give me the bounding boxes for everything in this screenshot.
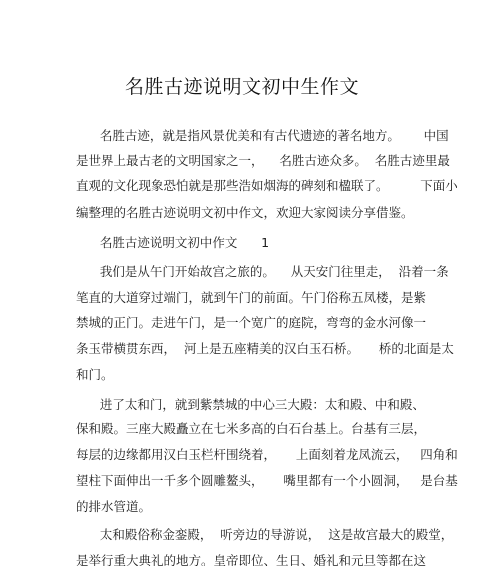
text-line: 名胜古迹，就是指风景优美和有古代遗迹的著名地方。 中国 bbox=[76, 128, 449, 143]
text-line: 望柱下面伸出一千多个圆雕鳌头， 嘴里都有一个小圆洞， 是台基 bbox=[76, 473, 458, 488]
section-heading: 名胜古迹说明文初中作文 1 bbox=[76, 235, 270, 250]
text-line: 保和殿。三座大殿矗立在七米多高的白石台基上。台基有三层， bbox=[76, 421, 427, 436]
text-line: 是举行重大典礼的地方。皇帝即位、生日、婚礼和元旦等都在这 bbox=[76, 553, 427, 566]
text-line: 编整理的名胜古迹说明文初中作文，欢迎大家阅读分享借鉴。 bbox=[76, 205, 414, 220]
text-line: 笔直的大道穿过端门，就到午门的前面。午门俗称五凤楼，是紫 bbox=[76, 290, 427, 305]
text-line: 进了太和门，就到紫禁城的中心三大殿：太和殿、中和殿、 bbox=[76, 397, 425, 412]
text-line: 我们是从午门开始故宫之旅的。 从天安门往里走， 沿着一条 bbox=[76, 264, 449, 279]
text-line: 禁城的正门。走进午门，是一个宽广的庭院，弯弯的金水河像一 bbox=[76, 315, 427, 330]
text-line: 和门。 bbox=[76, 367, 114, 382]
text-line: 直观的文化现象恐怕就是那些浩如烟海的碑刻和楹联了。 下面小 bbox=[76, 178, 458, 193]
text-line: 条玉带横贯东西， 河上是五座精美的汉白玉石桥。 桥的北面是太 bbox=[76, 341, 454, 356]
document-title: 名胜古迹说明文初中生作文 bbox=[124, 76, 359, 98]
text-line: 每层的边缘都用汉白玉栏杆围绕着， 上面刻着龙凤流云， 四角和 bbox=[76, 447, 458, 462]
text-line: 的排水管道。 bbox=[76, 499, 152, 514]
text-line: 太和殿俗称金銮殿， 听旁边的导游说， 这是故宫最大的殿堂， bbox=[76, 527, 454, 542]
text-line: 是世界上最古老的文明国家之一， 名胜古迹众多。 名胜古迹里最 bbox=[76, 153, 450, 168]
